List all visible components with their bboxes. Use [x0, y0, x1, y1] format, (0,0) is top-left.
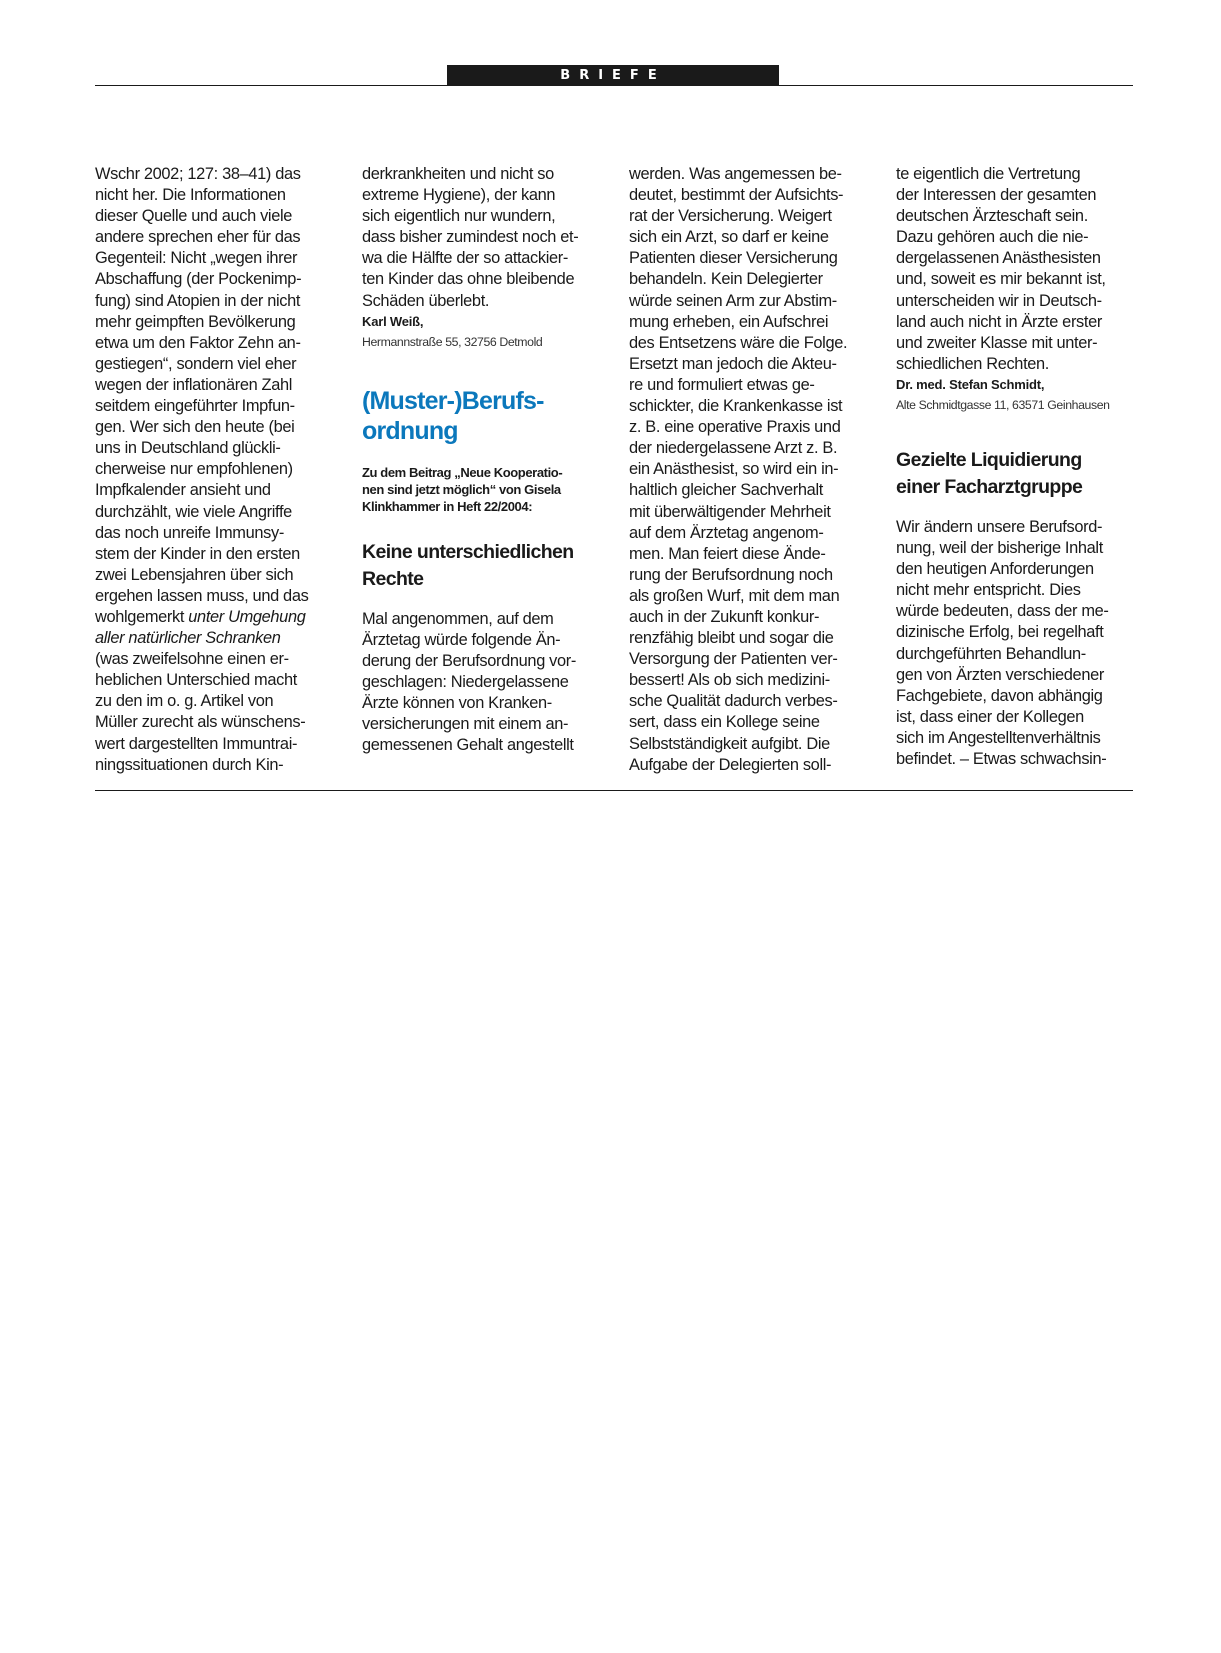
- text-line: extreme Hygiene), der kann: [362, 186, 556, 205]
- text-line: Impfkalender ansieht und: [95, 481, 271, 500]
- letter-author: Karl Weiß,: [362, 313, 424, 329]
- text-line: stem der Kinder in den ersten: [95, 544, 300, 563]
- text-line: zu den im o. g. Artikel von: [95, 692, 274, 711]
- text-line: mehr geimpften Bevölkerung: [95, 312, 296, 331]
- letter-headline: [362, 539, 599, 593]
- text-line: Gegenteil: Nicht „wegen ihrer: [95, 249, 298, 268]
- reference-line: nen sind jetzt möglich“ von Gisela: [362, 481, 561, 497]
- text-line: Mal angenommen, auf dem: [362, 609, 554, 628]
- text-line: und, soweit es mir bekannt ist,: [896, 270, 1106, 289]
- text-line: nicht mehr entspricht. Dies: [896, 581, 1081, 600]
- reference-line: Zu dem Beitrag „Neue Kooperatio-: [362, 464, 563, 480]
- text-line: Selbstständigkeit aufgibt. Die: [629, 734, 830, 753]
- text-line: der Interessen der gesamten: [896, 186, 1097, 205]
- text-line: Wschr 2002; 127: 38–41) das: [95, 165, 301, 183]
- text-line: z. B. eine operative Praxis und: [629, 418, 841, 437]
- headline-line: einer Facharztgruppe: [896, 475, 1083, 498]
- text-line: [95, 607, 332, 628]
- text-line: Aufgabe der Delegierten soll-: [629, 755, 832, 774]
- text-line: als großen Wurf, mit dem man: [629, 586, 840, 605]
- text-line: des Entsetzens wäre die Folge.: [629, 333, 848, 352]
- text-line: sich im Angestelltenverhältnis: [896, 728, 1101, 747]
- headline-line: Keine unterschiedlichen: [362, 540, 574, 563]
- headline-line: Rechte: [362, 567, 424, 590]
- text-line: Dazu gehören auch die nie-: [896, 228, 1089, 247]
- column-1: [95, 164, 332, 776]
- text-line: schickter, die Krankenkasse ist: [629, 397, 843, 416]
- text-line: dass bisher zumindest noch et-: [362, 228, 579, 247]
- text-line: Ärztetag würde folgende Än-: [362, 630, 561, 649]
- text-line: würde seinen Arm zur Abstim-: [629, 291, 837, 310]
- text-line: Fachgebiete, davon abhängig: [896, 686, 1103, 705]
- text-line: dergelassenen Anästhesisten: [896, 249, 1101, 268]
- text-line: durchgeführten Behandlun-: [896, 644, 1086, 663]
- column-3: [629, 164, 866, 776]
- text-line: auf dem Ärztetag angenom-: [629, 523, 824, 542]
- text-line: te eigentlich die Vertretung: [896, 165, 1081, 183]
- column-4: [896, 164, 1133, 776]
- text-line: versicherungen mit einem an-: [362, 715, 569, 734]
- text-line: werden. Was angemessen be-: [629, 165, 842, 183]
- text-line: das noch unreife Immunsy-: [95, 523, 284, 542]
- italic-text: unter Umgehung: [188, 607, 306, 626]
- letter-author: Dr. med. Stefan Schmidt,: [896, 376, 1045, 392]
- article-columns: [95, 164, 1133, 776]
- section-title-line: ordnung: [362, 416, 458, 445]
- text-line: den heutigen Anforderungen: [896, 560, 1094, 579]
- text-line: mung erheben, ein Aufschrei: [629, 312, 829, 331]
- text-line: nicht her. Die Informationen: [95, 186, 286, 205]
- text-line: wegen der inflationären Zahl: [95, 375, 293, 394]
- text-line: der niedergelassene Arzt z. B.: [629, 439, 838, 458]
- text-line: rung der Berufsordnung noch: [629, 565, 833, 584]
- text-line: Ersetzt man jedoch die Akteu-: [629, 354, 837, 373]
- section-title-line: (Muster-)Berufs-: [362, 386, 544, 415]
- text-line: mit überwältigender Mehrheit: [629, 502, 831, 521]
- reference-line: Klinkhammer in Heft 22/2004:: [362, 498, 533, 514]
- text-line: derkrankheiten und nicht so: [362, 165, 554, 183]
- text-fragment: wohlgemerkt: [95, 607, 189, 626]
- bottom-rule: [95, 790, 1133, 791]
- text-line: haltlich gleicher Sachverhalt: [629, 481, 823, 500]
- section-title: [362, 386, 599, 446]
- text-line: behandeln. Kein Delegierter: [629, 270, 823, 289]
- text-line: würde bedeuten, dass der me-: [896, 602, 1109, 621]
- text-line: [95, 628, 332, 649]
- text-line: cherweise nur empfohlenen): [95, 460, 293, 479]
- text-line: men. Man feiert diese Ände-: [629, 544, 826, 563]
- text-line: re und formuliert etwas ge-: [629, 375, 815, 394]
- text-line: gen. Wer sich den heute (bei: [95, 418, 295, 437]
- author-address: Alte Schmidtgasse 11, 63571 Geinhausen: [896, 397, 1110, 412]
- text-line: ten Kinder das ohne bleibende: [362, 270, 575, 289]
- text-line: etwa um den Faktor Zehn an-: [95, 333, 301, 352]
- text-line: Ärzte können von Kranken-: [362, 694, 552, 713]
- text-line: dieser Quelle und auch viele: [95, 207, 293, 226]
- text-line: wa die Hälfte der so attackier-: [362, 249, 568, 268]
- text-line: fung) sind Atopien in der nicht: [95, 291, 301, 310]
- text-line: durchzählt, wie viele Angriffe: [95, 502, 292, 521]
- text-line: sert, dass ein Kollege seine: [629, 713, 820, 732]
- section-header: BRIEFE: [447, 65, 779, 86]
- text-line: Patienten dieser Versicherung: [629, 249, 838, 268]
- text-line: rat der Versicherung. Weigert: [629, 207, 832, 226]
- text-line: unterscheiden wir in Deutsch-: [896, 291, 1102, 310]
- text-line: Wir ändern unsere Berufsord-: [896, 517, 1103, 536]
- text-line: heblichen Unterschied macht: [95, 671, 297, 690]
- text-line: andere sprechen eher für das: [95, 228, 301, 247]
- column-2: [362, 164, 599, 776]
- text-line: gestiegen“, sondern viel eher: [95, 354, 297, 373]
- text-line: gemessenen Gehalt angestellt: [362, 736, 574, 755]
- text-line: nung, weil der bisherige Inhalt: [896, 539, 1103, 558]
- letter-headline: [896, 447, 1133, 501]
- text-line: (was zweifelsohne einen er-: [95, 650, 289, 669]
- text-line: ningssituationen durch Kin-: [95, 755, 284, 774]
- text-line: uns in Deutschland glückli-: [95, 439, 281, 458]
- text-line: und zweiter Klasse mit unter-: [896, 333, 1098, 352]
- author-address: Hermannstraße 55, 32756 Detmold: [362, 334, 543, 349]
- text-line: zwei Lebensjahren über sich: [95, 565, 294, 584]
- text-line: Schäden überlebt.: [362, 291, 490, 310]
- text-line: sich ein Arzt, so darf er keine: [629, 228, 829, 247]
- text-line: derung der Berufsordnung vor-: [362, 651, 576, 670]
- text-line: dizinische Erfolg, bei regelhaft: [896, 623, 1104, 642]
- text-line: deutschen Ärzteschaft sein.: [896, 207, 1088, 226]
- text-line: seitdem eingeführter Impfun-: [95, 397, 295, 416]
- text-line: renzfähig bleibt und sogar die: [629, 629, 834, 648]
- text-line: ein Anästhesist, so wird ein in-: [629, 460, 839, 479]
- text-line: sich eigentlich nur wundern,: [362, 207, 556, 226]
- text-line: Müller zurecht als wünschens-: [95, 713, 306, 732]
- text-line: deutet, bestimmt der Aufsichts-: [629, 186, 844, 205]
- text-line: schiedlichen Rechten.: [896, 354, 1050, 373]
- text-line: bessert! Als ob sich medizini-: [629, 671, 830, 690]
- text-line: gen von Ärzten verschiedener: [896, 665, 1104, 684]
- text-line: ergehen lassen muss, und das: [95, 586, 309, 605]
- text-line: ist, dass einer der Kollegen: [896, 707, 1084, 726]
- text-line: land auch nicht in Ärzte erster: [896, 312, 1102, 331]
- text-line: Abschaffung (der Pockenimp-: [95, 270, 302, 289]
- italic-text: aller natürlicher Schranken: [95, 629, 281, 648]
- headline-line: Gezielte Liquidierung: [896, 448, 1082, 471]
- article-reference: [362, 464, 599, 515]
- text-line: Versorgung der Patienten ver-: [629, 650, 838, 669]
- text-line: auch in der Zukunft konkur-: [629, 607, 820, 626]
- text-line: befindet. – Etwas schwachsin-: [896, 749, 1107, 768]
- text-line: geschlagen: Niedergelassene: [362, 672, 569, 691]
- text-line: sche Qualität dadurch verbes-: [629, 692, 838, 711]
- text-line: wert dargestellten Immuntrai-: [95, 734, 298, 753]
